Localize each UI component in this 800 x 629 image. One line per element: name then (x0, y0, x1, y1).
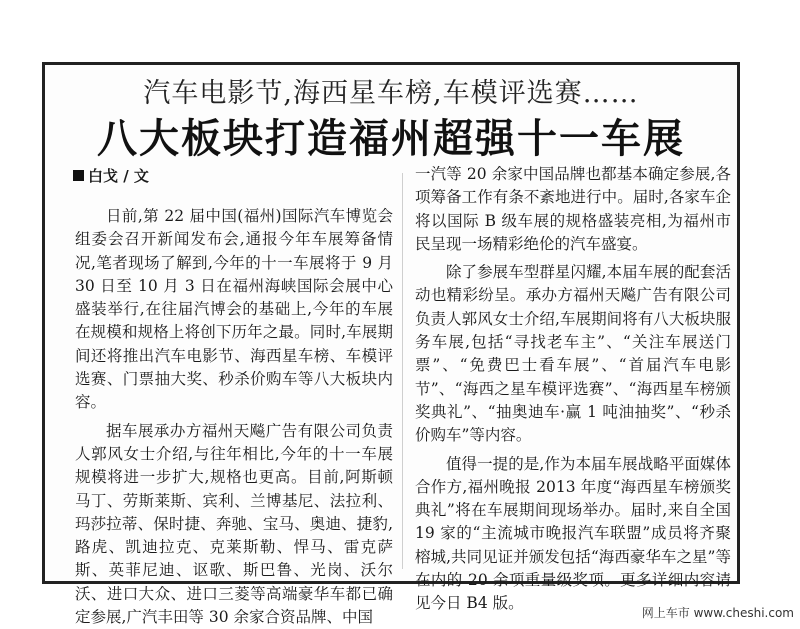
article-headline: 八大板块打造福州超强十一车展 (97, 116, 685, 162)
byline-text: 白戈 / 文 (88, 167, 149, 185)
paragraph-2-continued: 一汽等 20 余家中国品牌也都基本确定参展,各项筹备工作有条不紊地进行中。届时,各家车企将以国际 B 级车展的规格盛装亮相,为福州市民呈现一场精彩绝伦的汽车盛宴。 (415, 165, 731, 253)
square-bullet-icon (73, 170, 84, 181)
paragraph-3: 除了参展车型群星闪耀,本届车展的配套活动也精彩纷呈。承办方福州天飚广告有限公司负责人郭风女士介绍,车展期间将有八大板块服务车展,包括“寻找老车主”、“关注车展送门票”、“免费巴士看车展”、“首届汽车电影节”、“海西之星车模评选赛”、“海西星车榜颁奖典礼”、“抽奥迪车·赢 1 吨油抽奖”、“秒杀价购车”等内容。 (415, 263, 731, 445)
paragraph-4: 值得一提的是,作为本届车展战略平面媒体合作方,福州晚报 2013 年度“海西星车榜颁奖典礼”将在车展期间现场举办。届时,来自全国 19 家的“主流城市晚报汽车联盟”成员将齐聚榕城,共同见证并颁发包括“海西豪华车之星”等在内的 20 余项重量级奖项。更多详细内容请见今日 B4 版。 (415, 454, 731, 613)
paragraph-1: 日前,第 22 届中国(福州)国际汽车博览会组委会召开新闻发布会,通报今年车展筹备情况,笔者现场了解到,今年的十一车展将于 9 月 30 日至 10 月 3 日在福州海峡国际会展中心盛装举行,在往届汽博会的基础上,今年的车展在规模和规格上将创下历年之最。同时,车展期间还将推出汽车电影节、海西星车榜、车模评选赛、门票抽大奖、秒杀价购车等八大板块内容。 (75, 207, 393, 412)
left-column (75, 205, 393, 629)
right-column (415, 163, 731, 616)
column-divider (402, 173, 403, 569)
byline (73, 165, 149, 186)
site-watermark: 网上车市 www.cheshi.com (641, 606, 794, 620)
paragraph-2: 据车展承办方福州天飚广告有限公司负责人郭风女士介绍,与往年相比,今年的十一车展规模将进一步扩大,规格也更高。目前,阿斯顿马丁、劳斯莱斯、宾利、兰博基尼、法拉利、玛莎拉蒂、保时捷、奔驰、宝马、奥迪、捷豹,路虎、凯迪拉克、克莱斯勒、悍马、雷克萨斯、英菲尼迪、讴歌、斯巴鲁、光岗、沃尔沃、进口大众、进口三菱等高端豪华车都已确定参展,广汽丰田等 30 余家合资品牌、中国 (75, 421, 393, 627)
article-subtitle: 汽车电影节,海西星车榜,车模评选赛…… (143, 78, 639, 109)
